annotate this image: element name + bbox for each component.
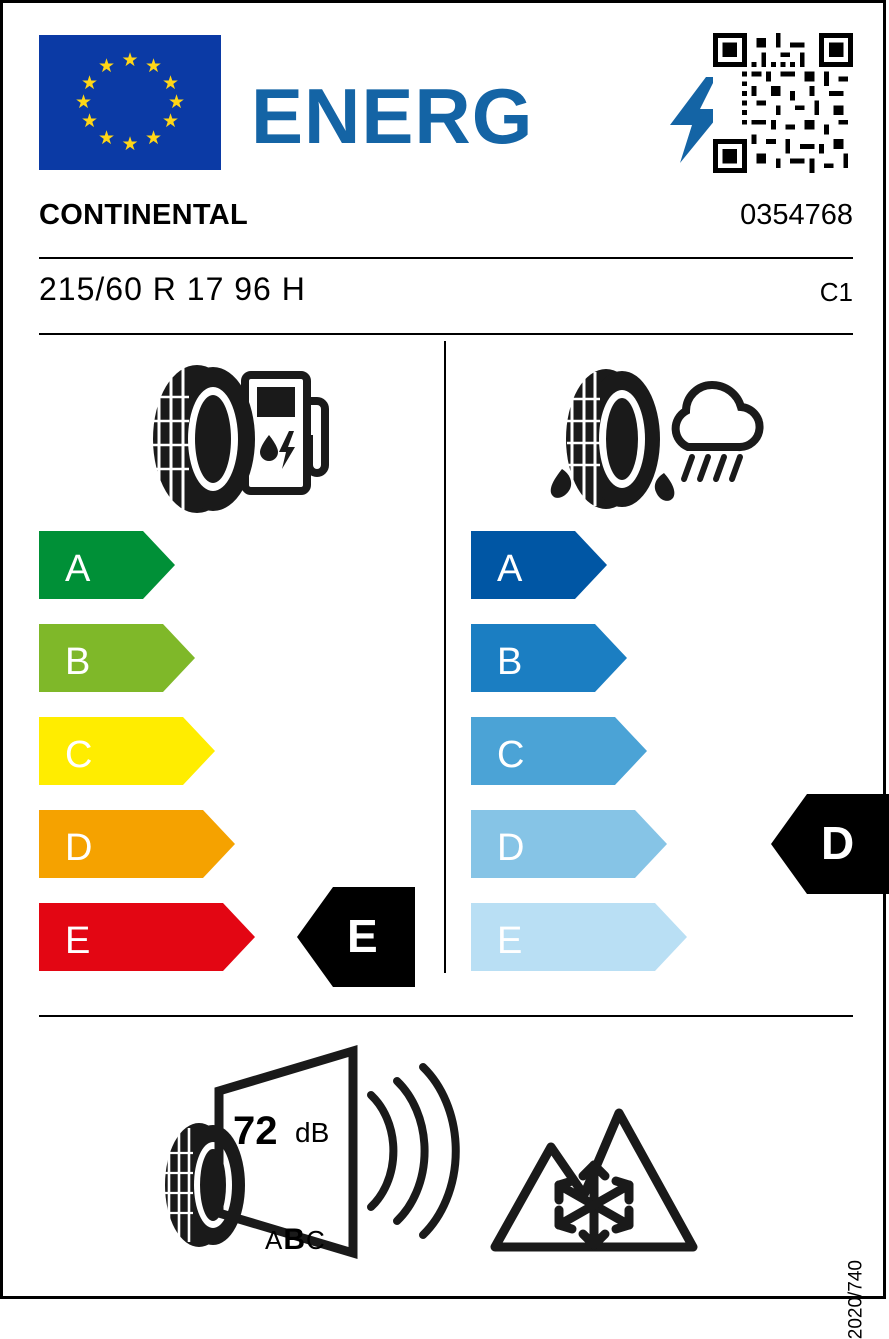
- size-row: [39, 271, 853, 317]
- wet-grip-pictogram: [534, 357, 764, 522]
- fuel-efficiency-pictogram: [129, 357, 329, 522]
- wet-grade-label-c: C: [497, 734, 525, 776]
- noise-class-row: [265, 1223, 326, 1257]
- three-peak-mountain-snowflake-icon: [489, 1055, 699, 1255]
- tyre-class: C1: [819, 277, 853, 307]
- divider-size: [39, 333, 853, 335]
- grade-scales: [39, 531, 853, 1011]
- qr-code-icon: [713, 33, 853, 173]
- noise-db-value: 72: [233, 1109, 278, 1153]
- eu-flag-icon: ★ ★ ★ ★ ★ ★ ★ ★ ★ ★ ★ ★: [39, 35, 221, 170]
- fuel-grade-bar-b: [39, 624, 195, 692]
- pictogram-row: [39, 343, 853, 533]
- fuel-grade-label-b: B: [65, 641, 91, 683]
- wet-rating-value: D: [821, 817, 855, 869]
- bottom-row: [39, 1025, 853, 1265]
- sound-waves-icon: [371, 1067, 456, 1235]
- divider-bottom: [39, 1015, 853, 1017]
- fuel-rating-value: E: [347, 910, 378, 962]
- label-header: [39, 33, 853, 173]
- tyre-icon: [566, 369, 660, 509]
- wet-grade-label-d: D: [497, 827, 525, 869]
- noise-db-unit: dB: [295, 1117, 330, 1148]
- brand-name: CONTINENTAL: [39, 199, 248, 231]
- wet-grip-scale: [471, 531, 871, 1011]
- divider-top: [39, 257, 853, 259]
- tyre-size: 215/60 R 17 96 H: [39, 271, 306, 307]
- fuel-pump-icon: [245, 375, 325, 491]
- wet-grade-label-a: A: [497, 548, 523, 590]
- energ-wordmark: ENERG: [251, 72, 534, 160]
- snow-group: [489, 1055, 699, 1255]
- noise-class-b: B: [283, 1223, 307, 1256]
- fuel-efficiency-scale: [39, 531, 439, 1011]
- tyre-icon: [153, 365, 255, 513]
- splash-left-icon: [551, 469, 571, 498]
- noise-class-c: C: [306, 1225, 326, 1255]
- fuel-grade-label-e: E: [65, 920, 91, 962]
- brand-row: [39, 199, 853, 245]
- wet-grade-bar-a: [471, 531, 607, 599]
- noise-group: [157, 1035, 497, 1265]
- fuel-grade-label-c: C: [65, 734, 93, 776]
- wet-grade-bar-b: [471, 624, 627, 692]
- noise-class-a: A: [265, 1225, 284, 1255]
- splash-right-icon: [655, 473, 675, 501]
- year-text: 2020/740: [845, 1260, 866, 1339]
- wet-grade-label-b: B: [497, 641, 523, 683]
- rain-cloud-icon: [676, 385, 760, 479]
- fuel-grade-bar-a: [39, 531, 175, 599]
- fuel-grade-label-d: D: [65, 827, 93, 869]
- article-number: 0354768: [740, 199, 853, 231]
- fuel-grade-label-a: A: [65, 548, 91, 590]
- wet-grade-label-e: E: [497, 920, 523, 962]
